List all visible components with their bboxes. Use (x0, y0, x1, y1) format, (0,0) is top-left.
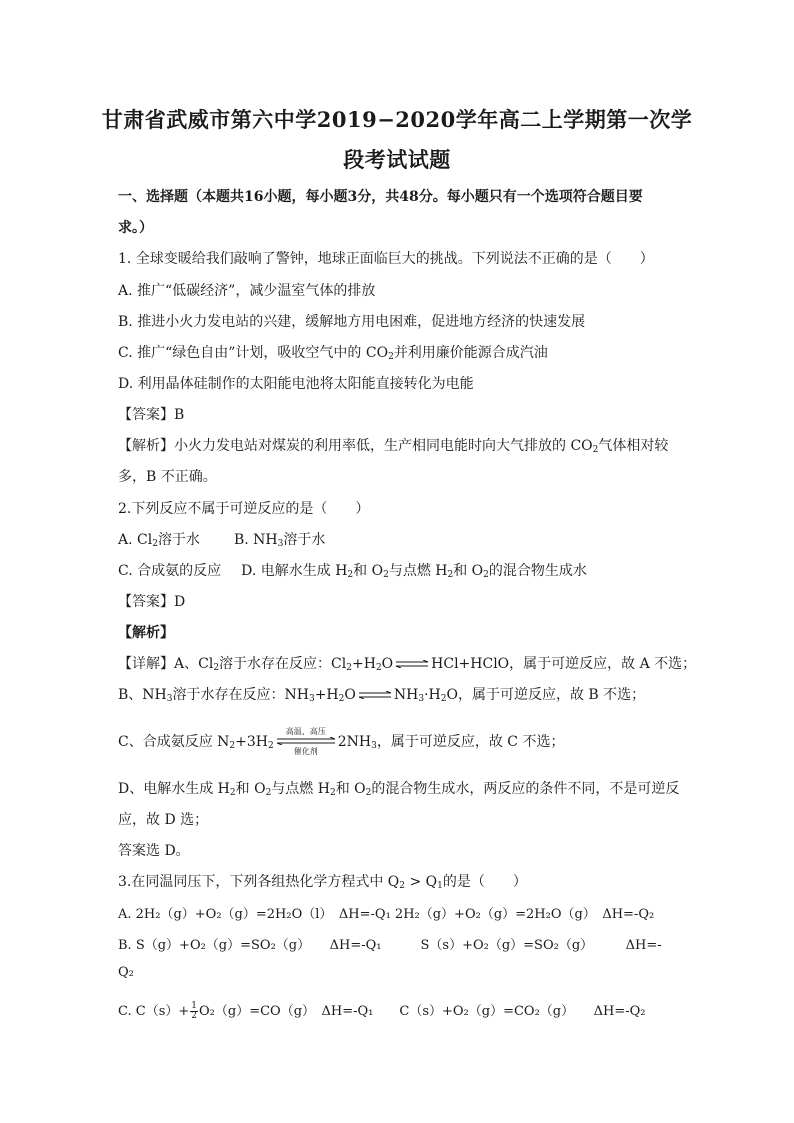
question-2-option-c: C. 合成氨的反应 (118, 563, 222, 579)
page-title-line-1: 甘肃省武威市第六中学2019−2020学年高二上学期第一次学 (101, 107, 693, 132)
question-3-stem: 3.在同温同压下，下列各组热化学方程式中 $Q_2 > Q_1$的是（ ） (118, 874, 527, 891)
question-3-option-b: B. S（g）+O₂（g）=SO₂（g） ΔH=-Q₁ S（s）+O₂（g）=SO₂（g） ΔH=- (118, 938, 662, 953)
question-2-stem: 2.下列反应不属于可逆反应的是（ ） (118, 501, 370, 517)
page-title-line-2: 段考试试题 (343, 147, 451, 172)
question-2-analysis-label: 【解析】 (118, 625, 174, 641)
reversible-arrow-icon (395, 660, 429, 668)
arrow-condition-top: 高温、高压 (285, 727, 326, 736)
question-2-options-cd (118, 560, 678, 580)
question-2-final-answer: 答案选 D。 (118, 843, 190, 859)
question-1-option-a: A. 推广“低碳经济”，减少温室气体的排放 (118, 283, 376, 299)
question-1-stem: 1. 全球变暖给我们敲响了警钟，地球正面临巨大的挑战。下列说法不正确的是（ ） (118, 251, 654, 267)
question-1-option-c: C. 推广“绿色自由”计划，吸收空气中的 $CO_2$并利用廉价能源合成汽油 (118, 345, 548, 362)
question-2-options-ab (118, 529, 678, 549)
fraction-one-half: $\frac{1}{2}$ (191, 1001, 197, 1021)
reversible-arrow-icon (358, 691, 392, 699)
condition-reversible-arrow-icon (276, 727, 336, 757)
question-2-detail-a: 【详解】A、$Cl_2$溶于水存在反应：$Cl_2+H_2O$ HCl+HClO，属于可逆反应，故 A 不选； (118, 656, 697, 673)
question-1-answer: 【答案】B (118, 407, 185, 423)
question-3-option-a: A. 2H₂（g）+O₂（g）=2H₂O（l） ΔH=-Q₁ 2H₂（g）+O₂（g）=2H₂O（g） ΔH=-Q₂ (118, 907, 655, 922)
question-1-analysis: 【解析】小火力发电站对煤炭的利用率低，生产相同电能时向大气排放的 $CO_2$气体相对较 (118, 438, 669, 455)
question-3-option-c: C. C（s）+ $\frac{1}{2}$ O₂（g）=CO（g） ΔH=-Q₁ C（s）+O₂（g）=CO₂（g） ΔH=-Q₂ (118, 1001, 646, 1021)
question-2-detail-c: C、合成氨反应 $N_2+3H_2$ 高温、高压 催化剂 $2NH_3$，属于可逆反应，故 C 不选； (118, 727, 565, 756)
question-2-detail-b: B、$NH_3$溶于水存在反应：$NH_3+H_2O$ $NH_3\cdot H_2O$，属于可逆反应，故 B 不选； (118, 687, 646, 704)
section-heading-cont: 求。） (118, 220, 153, 236)
question-2-option-b: B. $NH_3$溶于水 (233, 532, 326, 549)
question-1-analysis-cont: 多，B 不正确。 (118, 469, 217, 485)
question-1-option-d: D. 利用晶体硅制作的太阳能电池将太阳能直接转化为电能 (118, 376, 474, 392)
question-2-answer: 【答案】D (118, 594, 186, 610)
question-2-detail-d: D、电解水生成 $H_2$和 $O_2$与点燃 $H_2$和 $O_2$的混合物生成水，两反应的条件不同，不是可逆反 (118, 781, 680, 798)
question-3-option-b-cont: Q₂ (118, 965, 134, 980)
question-2-detail-d-cont: 应，故 D 选； (118, 812, 209, 828)
question-2-option-d: D. 电解水生成 $H_2$和 $O_2$与点燃 $H_2$和 $O_2$的混合物生成水 (241, 563, 587, 580)
section-heading: 一、选择题（本题共16小题，每小题3分，共48分。每小题只有一个选项符合题目要 (118, 189, 643, 205)
question-1-option-b: B. 推进小火力发电站的兴建，缓解地方用电困难，促进地方经济的快速发展 (118, 314, 586, 330)
question-2-option-a: A. $Cl_2$溶于水 (118, 532, 200, 549)
arrow-condition-bottom: 催化剂 (293, 747, 318, 756)
